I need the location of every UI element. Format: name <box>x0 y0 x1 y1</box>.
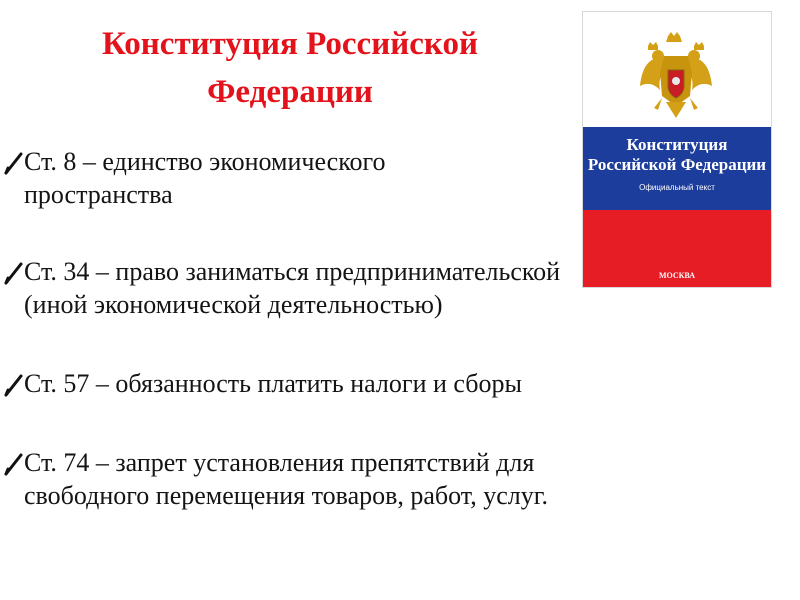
bullet-item-article-57 <box>0 367 760 400</box>
book-title-line-2: Российской Федерации <box>587 155 767 174</box>
checkmark-icon <box>4 452 24 476</box>
bullet-text-line-2: пространства <box>24 180 173 209</box>
slide-title <box>40 20 540 116</box>
bullet-text-line-1: Ст. 8 – единство экономического <box>24 147 386 176</box>
bullet-item-article-74 <box>0 446 760 512</box>
checkmark-icon <box>4 373 24 397</box>
double-headed-eagle-emblem-icon <box>638 32 714 120</box>
bullet-text-line-2: свободного перемещения товаров, работ, услуг. <box>24 481 548 510</box>
checkmark-icon <box>4 261 24 285</box>
constitution-book-cover <box>583 12 771 287</box>
slide-title-line-1: Конституция Российской <box>102 26 478 62</box>
bullet-text-line-1: Ст. 34 – право заниматься предпринимательской <box>24 257 561 286</box>
book-title <box>583 135 771 175</box>
checkmark-icon <box>4 151 24 175</box>
bullet-text-line-2: (иной экономической деятельностью) <box>24 290 443 319</box>
book-title-line-1: Конституция <box>626 135 728 154</box>
book-city: МОСКВА <box>658 271 696 280</box>
book-subtitle: Официальный текст <box>639 183 715 192</box>
bullet-text-line-1: Ст. 74 – запрет установления препятствий для <box>24 448 535 477</box>
slide-title-line-2: Федерации <box>207 74 373 110</box>
bullet-text-line-1: Ст. 57 – обязанность платить налоги и сборы <box>24 369 522 398</box>
